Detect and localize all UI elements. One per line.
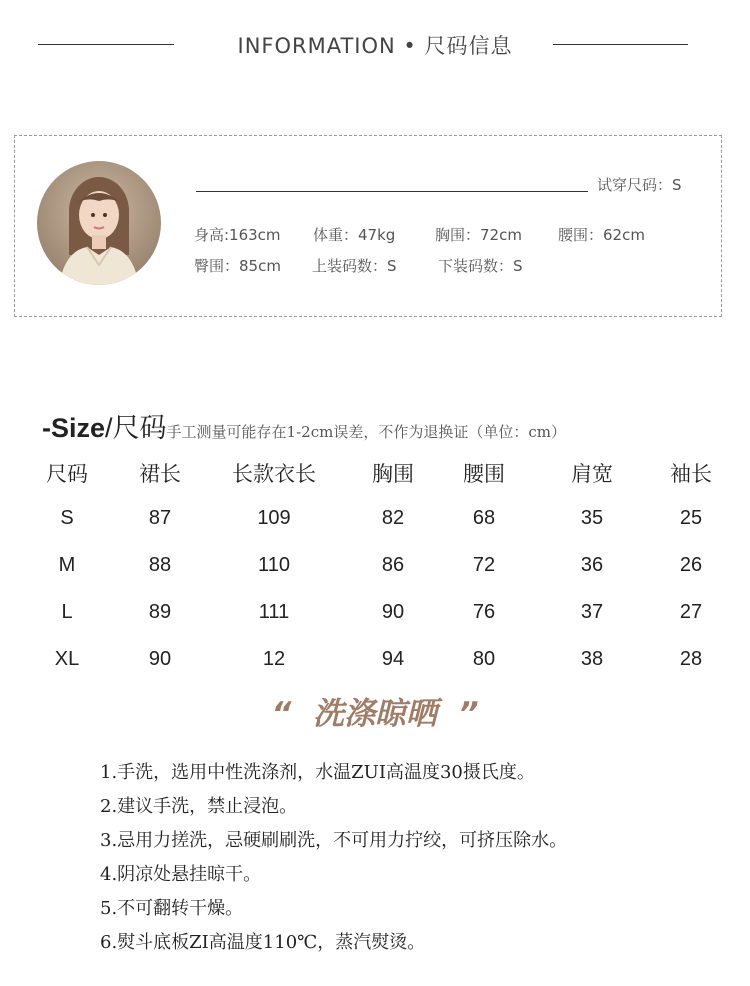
table-cell: 90 bbox=[381, 601, 405, 623]
table-cell: 72 bbox=[472, 554, 496, 576]
table-cell: 110 bbox=[258, 554, 290, 576]
table-cell: 88 bbox=[148, 554, 172, 576]
care-item: 2.建议手洗，禁止浸泡。 bbox=[100, 796, 298, 817]
care-item: 6.熨斗底板ZI高温度110℃，蒸汽熨烫。 bbox=[100, 932, 426, 953]
model-waist: 腰围：62cm bbox=[558, 226, 645, 244]
care-item: 1.手洗，选用中性洗涤剂，水温ZUI高温度30摄氏度。 bbox=[100, 762, 535, 783]
table-cell: 87 bbox=[148, 507, 172, 529]
table-cell: 76 bbox=[472, 601, 496, 623]
tryon-size: 试穿尺码：S bbox=[597, 176, 682, 194]
model-hip: 臀围：85cm bbox=[194, 257, 281, 275]
signature-line bbox=[196, 191, 588, 192]
table-cell: 111 bbox=[258, 601, 290, 623]
table-cell: 27 bbox=[679, 601, 703, 623]
table-cell: 68 bbox=[472, 507, 496, 529]
model-height: 身高:163cm bbox=[194, 226, 281, 244]
table-cell: 94 bbox=[381, 648, 405, 670]
table-cell: 109 bbox=[257, 507, 291, 529]
table-cell: 37 bbox=[580, 601, 604, 623]
size-section-heading bbox=[42, 406, 566, 445]
table-cell: 26 bbox=[679, 554, 703, 576]
table-header: 腰围 bbox=[463, 462, 505, 486]
size-title-en: -Size bbox=[42, 413, 106, 443]
care-item: 3.忌用力搓洗，忌硬刷刷洗，不可用力拧绞，可挤压除水。 bbox=[100, 830, 568, 851]
care-item: 4.阴凉处悬挂晾干。 bbox=[100, 864, 262, 885]
table-cell: 36 bbox=[580, 554, 604, 576]
size-note: 手工测量可能存在1-2cm误差，不作为退换证（单位：cm） bbox=[166, 423, 566, 441]
table-header: 尺码 bbox=[46, 462, 88, 486]
table-cell: 82 bbox=[381, 507, 405, 529]
page-title: INFORMATION • 尺码信息 bbox=[237, 34, 513, 58]
table-cell: 28 bbox=[679, 648, 703, 670]
model-measurements-row-1 bbox=[194, 224, 645, 245]
table-cell: 86 bbox=[381, 554, 405, 576]
table-cell: S bbox=[60, 507, 74, 529]
table-cell: 12 bbox=[262, 648, 286, 670]
care-item: 5.不可翻转干燥。 bbox=[100, 898, 244, 919]
table-cell: XL bbox=[54, 648, 80, 670]
table-cell: 35 bbox=[580, 507, 604, 529]
size-title-cn: /尺码 bbox=[105, 413, 167, 443]
table-cell: 80 bbox=[472, 648, 496, 670]
model-avatar bbox=[37, 161, 161, 285]
header-divider-right bbox=[553, 44, 688, 45]
table-header: 袖长 bbox=[670, 462, 712, 486]
model-top-size: 上装码数：S bbox=[312, 257, 397, 275]
table-cell: 90 bbox=[148, 648, 172, 670]
table-cell: 89 bbox=[148, 601, 172, 623]
table-header: 肩宽 bbox=[571, 462, 613, 486]
table-cell: M bbox=[58, 554, 76, 576]
table-header: 胸围 bbox=[372, 462, 414, 486]
model-weight: 体重：47kg bbox=[313, 226, 396, 244]
table-cell: L bbox=[61, 601, 73, 623]
table-header: 长款衣长 bbox=[232, 462, 316, 486]
table-header: 裙长 bbox=[139, 462, 181, 486]
table-cell: 25 bbox=[679, 507, 703, 529]
model-bust: 胸围：72cm bbox=[435, 226, 522, 244]
model-photo-illustration bbox=[37, 161, 161, 285]
model-info-card bbox=[14, 135, 722, 317]
model-measurements-row-2 bbox=[194, 255, 523, 276]
table-cell: 38 bbox=[580, 648, 604, 670]
model-bottom-size: 下装码数：S bbox=[438, 257, 523, 275]
washing-title: “ 洗涤晾晒 ” bbox=[271, 696, 479, 732]
